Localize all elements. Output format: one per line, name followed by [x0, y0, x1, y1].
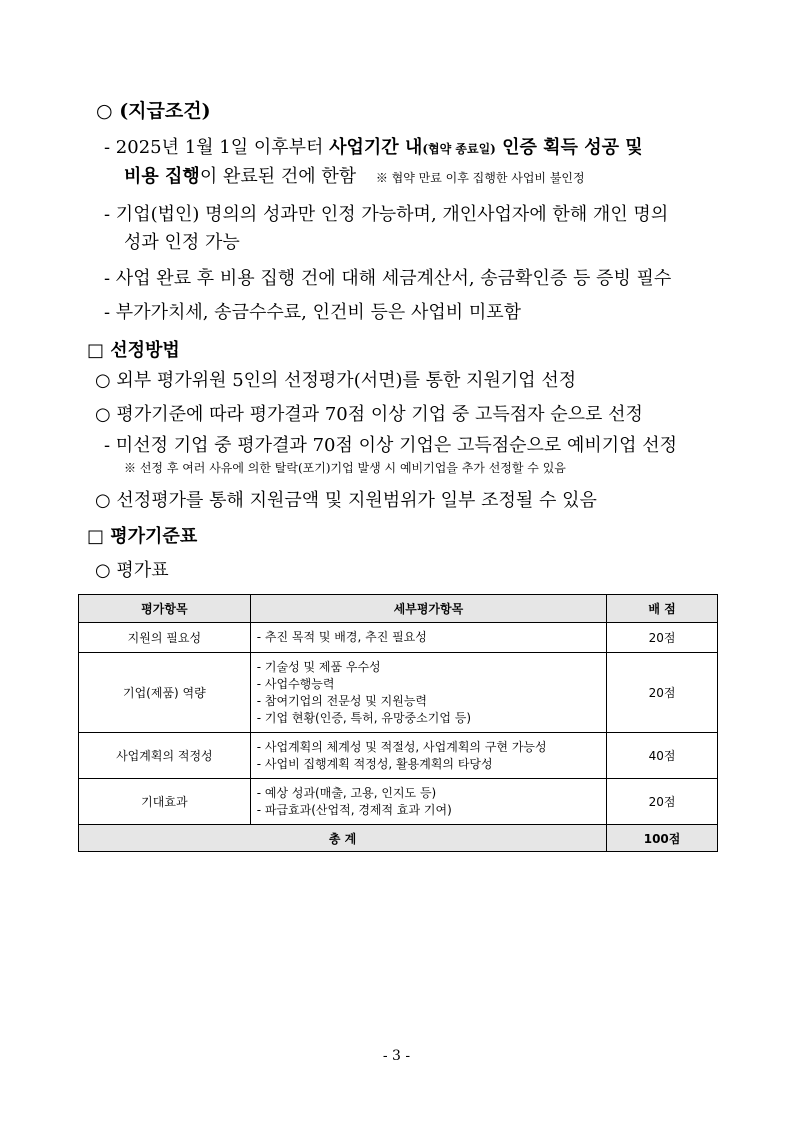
payment-bullet-1-bold-cert: 인증 획득 성공 및	[495, 137, 643, 158]
selection-item-2-note: ※ 선정 후 여러 사유에 의한 탈락(포기)기업 발생 시 예비기업을 추가 선정할 수 있음	[124, 461, 566, 475]
payment-bullet-2-line-1: - 기업(법인) 명의의 성과만 인정 가능하며, 개인사업자에 한해 개인 명의	[104, 204, 669, 225]
detail-line: - 사업수행능력	[256, 676, 335, 691]
payment-bullet-4: - 부가가치세, 송금수수료, 인건비 등은 사업비 미포함	[104, 302, 522, 323]
row-item: 지원의 필요성	[79, 623, 251, 653]
payment-bullet-3: - 사업 완료 후 비용 집행 건에 대해 세금계산서, 송금확인증 등 증빙 필수	[104, 268, 672, 289]
detail-line: - 추진 목적 및 배경, 추진 필요성	[256, 630, 427, 644]
table-total-row	[79, 825, 718, 852]
payment-bullet-1-line-1	[104, 133, 643, 159]
table-row	[79, 623, 718, 653]
row-details	[250, 653, 606, 733]
row-score: 20점	[607, 623, 718, 653]
row-item: 기대효과	[79, 779, 251, 825]
row-score: 40점	[607, 733, 718, 779]
payment-bullet-2-line-2: 성과 인정 가능	[124, 232, 240, 253]
detail-line: - 기술성 및 제품 우수성	[256, 659, 381, 674]
detail-line: - 사업계획의 체계성 및 적절성, 사업계획의 구현 가능성	[256, 739, 547, 754]
table-row	[79, 653, 718, 733]
page-number: - 3 -	[382, 1048, 411, 1064]
selection-heading: □ 선정방법	[87, 340, 180, 361]
detail-line: - 참여기업의 전문성 및 지원능력	[256, 693, 428, 708]
payment-bullet-1-line-2	[124, 162, 585, 188]
table-row	[79, 779, 718, 825]
detail-line: - 파급효과(산업적, 경제적 효과 기여)	[256, 802, 452, 817]
row-item: 기업(제품) 역량	[79, 653, 251, 733]
header-details: 세부평가항목	[250, 595, 606, 623]
table-row	[79, 733, 718, 779]
row-item: 사업계획의 적정성	[79, 733, 251, 779]
criteria-table-label: ○ 평가표	[95, 560, 169, 581]
table-header-row	[79, 595, 718, 623]
detail-line: - 기업 현황(인증, 특허, 유망중소기업 등)	[256, 710, 472, 725]
payment-bullet-1-pre: - 2025년 1월 1일 이후부터	[104, 137, 330, 158]
payment-heading: ○ (지급조건)	[96, 100, 211, 122]
row-score: 20점	[607, 779, 718, 825]
payment-bullet-1-bold-small: (협약 종료일)	[422, 142, 496, 156]
row-details	[250, 623, 606, 653]
selection-item-2-sub: - 미선정 기업 중 평가결과 70점 이상 기업은 고득점순으로 예비기업 선정	[104, 435, 678, 456]
row-details	[250, 779, 606, 825]
criteria-heading: □ 평가기준표	[87, 526, 198, 547]
detail-line: - 예상 성과(매출, 고용, 인지도 등)	[256, 785, 437, 800]
total-label: 총 계	[79, 825, 607, 852]
header-score: 배 점	[607, 595, 718, 623]
payment-bullet-1-note: ※ 협약 만료 이후 집행한 사업비 불인정	[375, 171, 585, 185]
total-score: 100점	[607, 825, 718, 852]
selection-item-3: ○ 선정평가를 통해 지원금액 및 지원범위가 일부 조정될 수 있음	[95, 490, 597, 511]
row-score: 20점	[607, 653, 718, 733]
payment-bullet-1-post: 이 완료된 건에 한함	[199, 166, 357, 187]
evaluation-table	[78, 594, 718, 852]
payment-bullet-1-bold-period: 사업기간 내	[329, 137, 423, 158]
header-item: 평가항목	[79, 595, 251, 623]
payment-bullet-1-bold-exec: 비용 집행	[124, 166, 200, 187]
selection-item-1: ○ 외부 평가위원 5인의 선정평가(서면)를 통한 지원기업 선정	[95, 370, 577, 391]
selection-item-2: ○ 평가기준에 따라 평가결과 70점 이상 기업 중 고득점자 순으로 선정	[95, 404, 643, 425]
row-details	[250, 733, 606, 779]
detail-line: - 사업비 집행계획 적정성, 활용계획의 타당성	[256, 756, 493, 771]
